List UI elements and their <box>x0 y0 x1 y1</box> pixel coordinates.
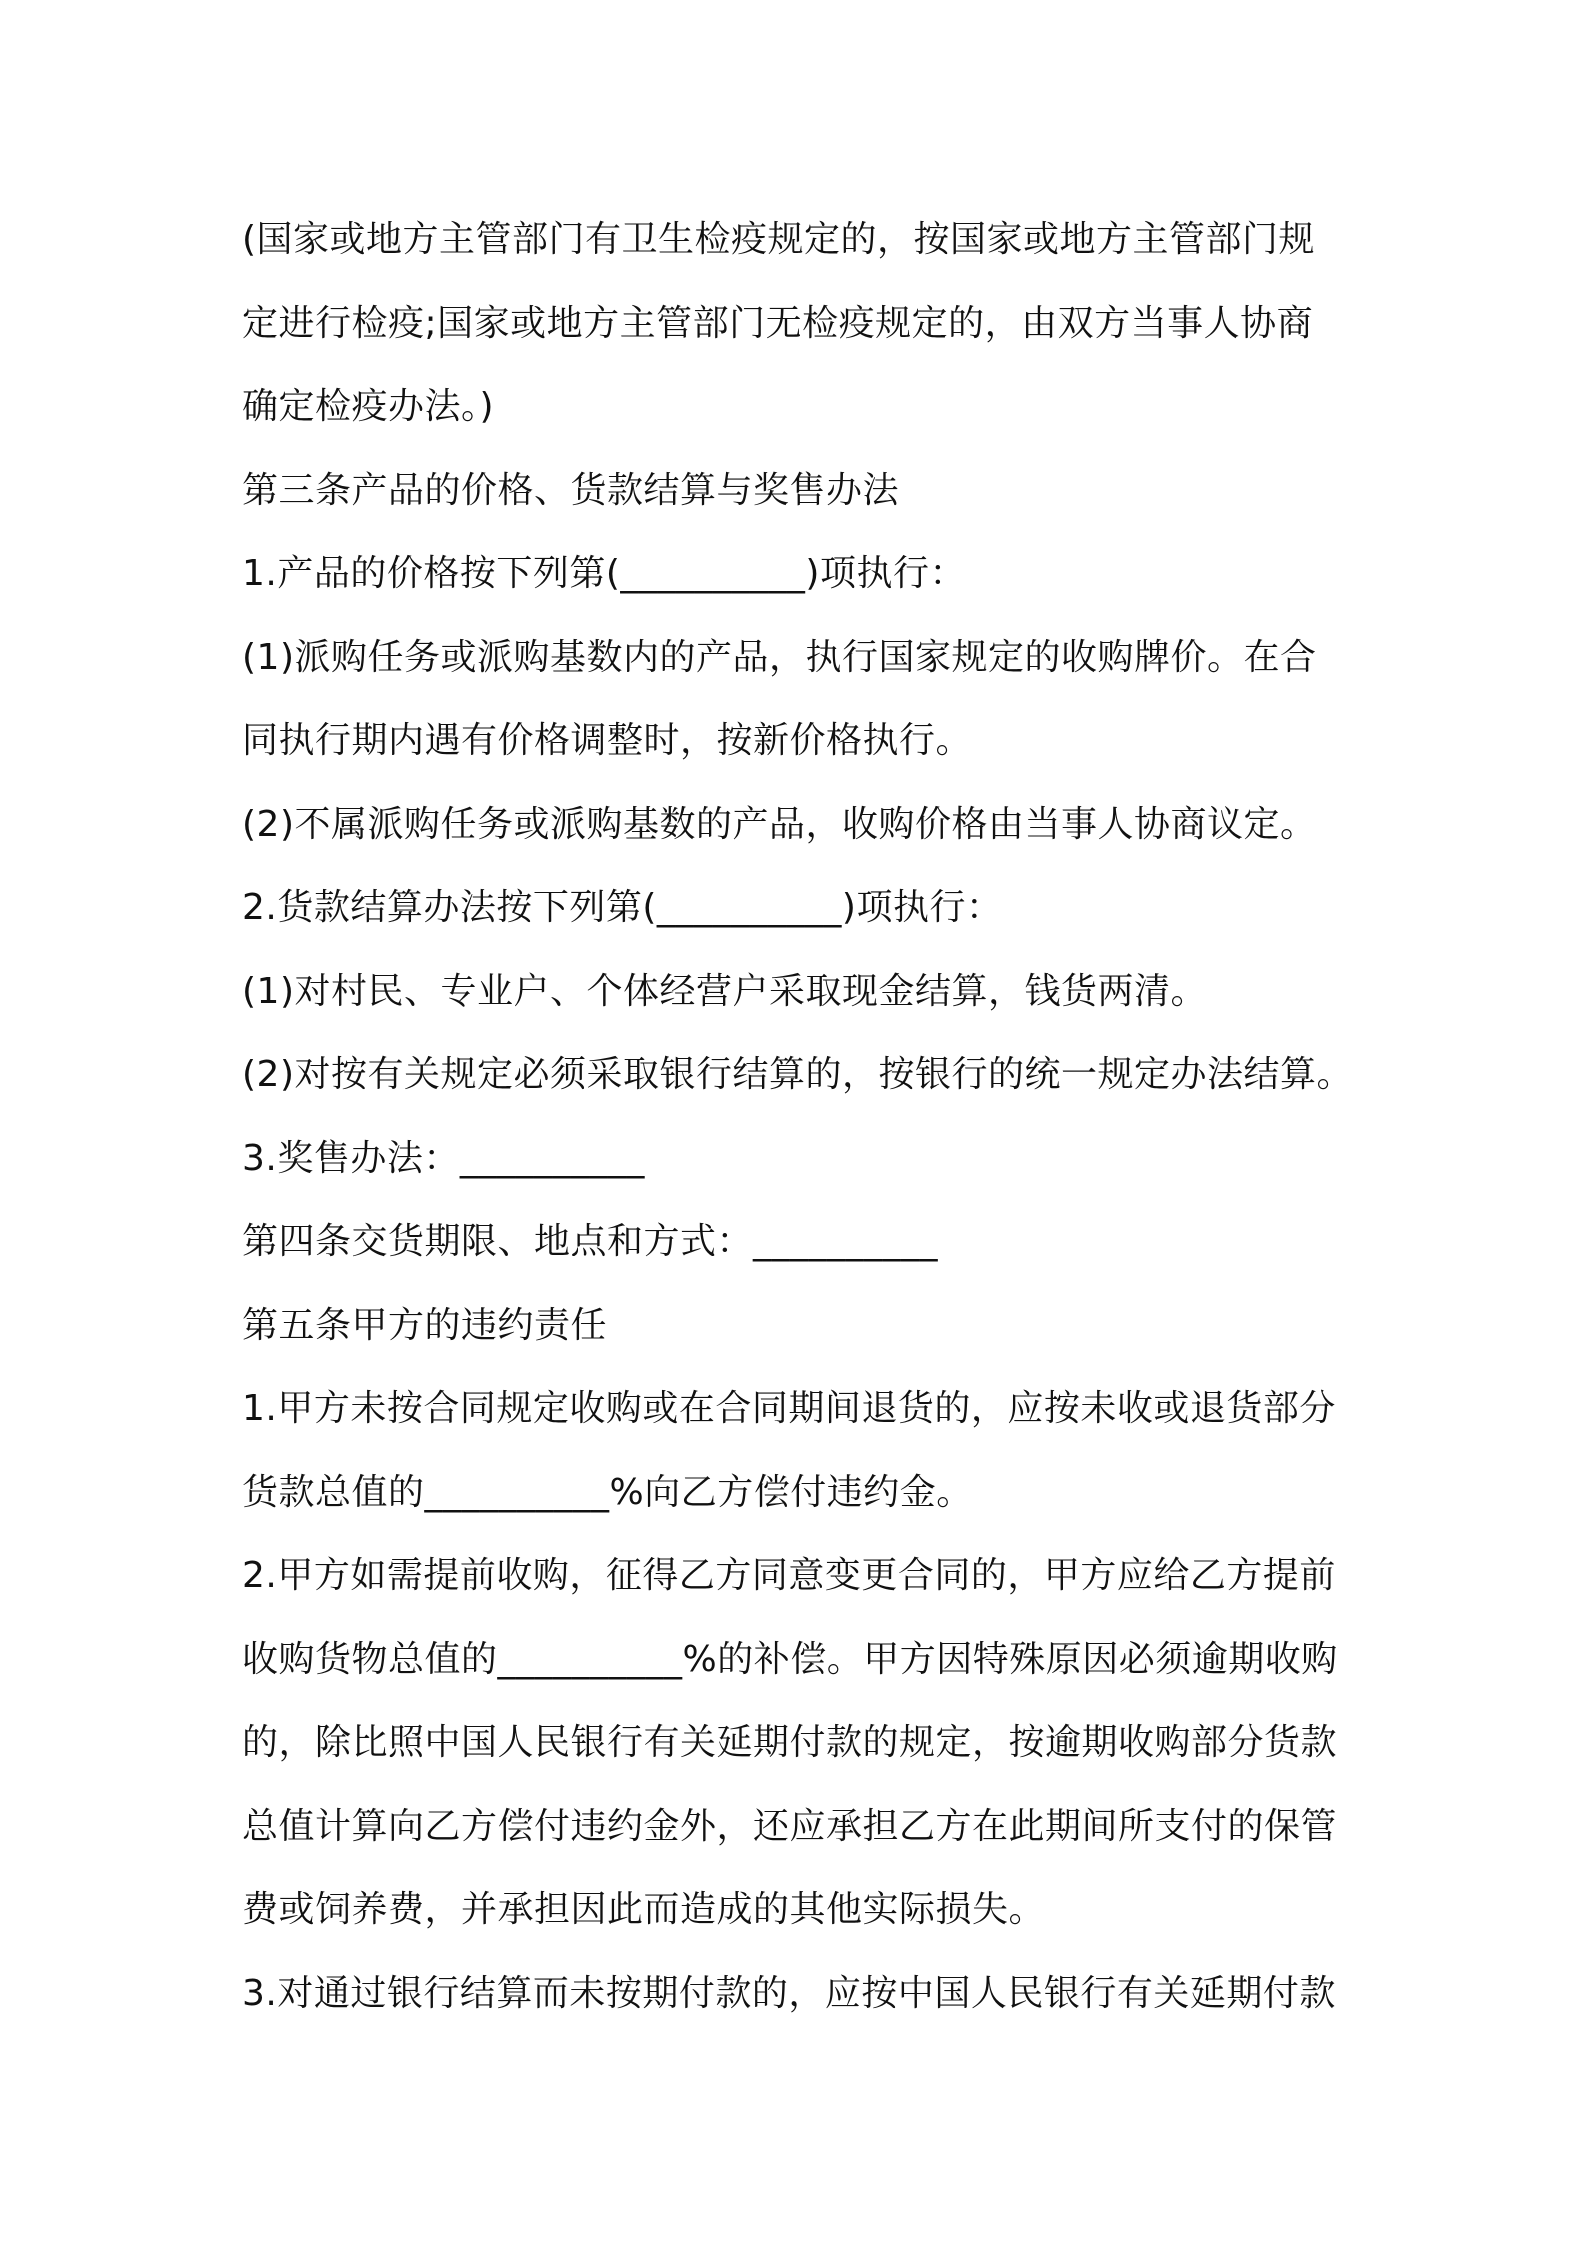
text-line: (1)派购任务或派购基数内的产品，执行国家规定的收购牌价。在合 <box>242 636 1317 678</box>
text-line: 的，除比照中国人民银行有关延期付款的规定，按逾期收购部分货款 <box>242 1722 1338 1763</box>
text-line: 1.产品的价格按下列第(__________)项执行： <box>242 553 966 594</box>
text-line: 确定检疫办法。) <box>242 386 495 427</box>
text-line: (国家或地方主管部门有卫生检疫规定的，按国家或地方主管部门规 <box>242 219 1316 260</box>
text-line: 总值计算向乙方偿付违约金外，还应承担乙方在此期间所支付的保管 <box>242 1805 1338 1847</box>
text-line: 2.甲方如需提前收购，征得乙方同意变更合同的，甲方应给乙方提前 <box>242 1555 1336 1596</box>
section-heading-3: 第三条产品的价格、货款结算与奖售办法 <box>242 469 900 511</box>
section-heading-4: 第四条交货期限、地点和方式：__________ <box>242 1221 939 1262</box>
text-line: 同执行期内遇有价格调整时，按新价格执行。 <box>242 720 973 761</box>
text-line: (2)不属派购任务或派购基数的产品，收购价格由当事人协商议定。 <box>242 803 1317 845</box>
text-line: 3.奖售办法：__________ <box>242 1137 645 1179</box>
text-line: 3.对通过银行结算而未按期付款的，应按中国人民银行有关延期付款 <box>242 1972 1336 2014</box>
text-line: 定进行检疫;国家或地方主管部门无检疫规定的，由双方当事人协商 <box>242 302 1314 344</box>
text-line: 1.甲方未按合同规定收购或在合同期间退货的，应按未收或退货部分 <box>242 1388 1336 1429</box>
text-line: 费或饲养费，并承担因此而造成的其他实际损失。 <box>242 1889 1046 1930</box>
section-heading-5: 第五条甲方的违约责任 <box>242 1304 608 1346</box>
text-line: (1)对村民、专业户、个体经营户采取现金结算，钱货两清。 <box>242 970 1207 1012</box>
document-body <box>242 198 1362 2035</box>
text-line: 2.货款结算办法按下列第(__________)项执行： <box>242 887 1003 928</box>
text-line: 收购货物总值的__________%的补偿。甲方因特殊原因必须逾期收购 <box>242 1638 1338 1680</box>
text-line: (2)对按有关规定必须采取银行结算的，按银行的统一规定办法结算。 <box>242 1054 1353 1095</box>
text-line: 货款总值的__________%向乙方偿付违约金。 <box>242 1471 973 1513</box>
